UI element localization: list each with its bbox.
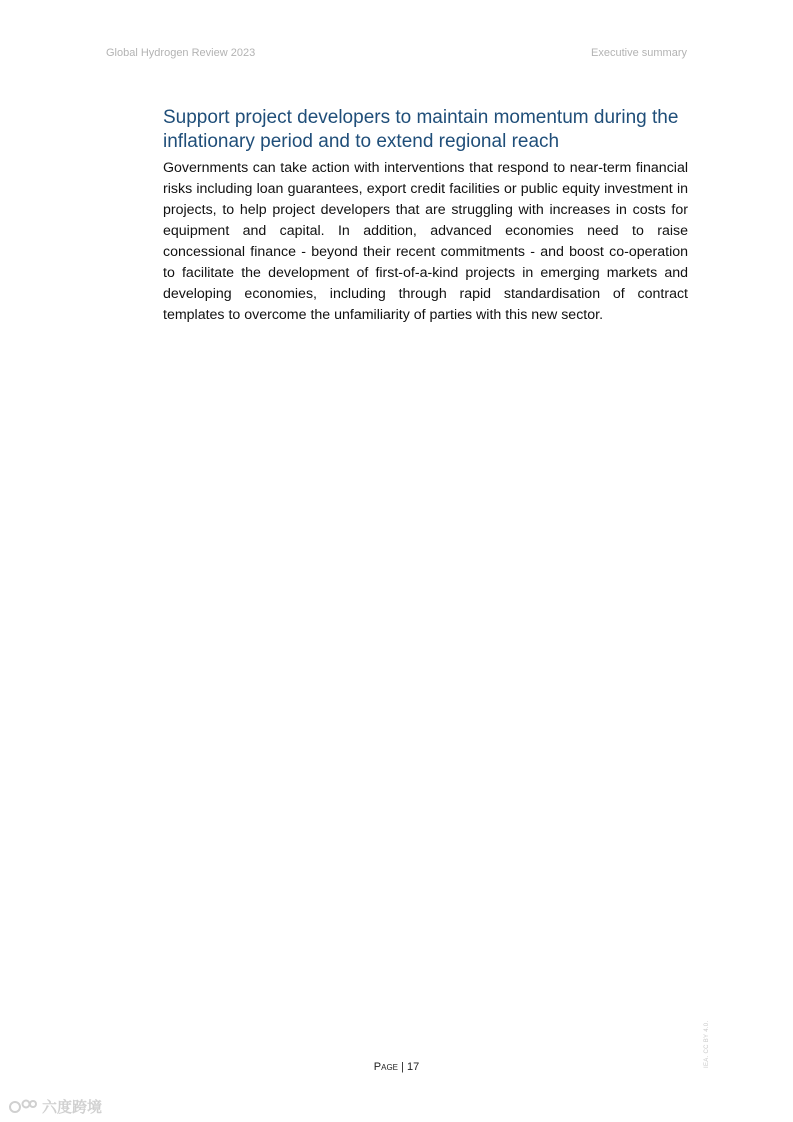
- running-header-title: Global Hydrogen Review 2023: [106, 47, 256, 59]
- section-heading: Support project developers to maintain momentum during the inflationary period and to extend regional reach: [163, 107, 679, 152]
- page-label: Page: [373, 1061, 398, 1073]
- running-header-section: Executive summary: [591, 47, 687, 59]
- body-paragraph: Governments can take action with interventions that respond to near-term financial risks including loan guarantees, export credit facilities or public equity investment in projects, to help project developers that are struggling with increases in costs for equipment and capital. In addition, advanced economies need to raise concessional finance - beyond their recent commitments - and boost co-operation to facilitate the development of first-of-a-kind projects in emerging markets and developing economies, including through rapid standardisation of contract templates to overcome the unfamiliarity of parties with this new sector.: [163, 160, 688, 323]
- watermark-text: 六度跨境: [42, 1098, 103, 1116]
- watermark-logo-icon: [8, 1098, 38, 1114]
- watermark: [8, 1096, 102, 1116]
- page-footer: [0, 1061, 793, 1073]
- page-separator: |: [398, 1061, 407, 1073]
- license-notice: IEA. CC BY 4.0.: [704, 1020, 710, 1068]
- page-number: 17: [406, 1061, 420, 1073]
